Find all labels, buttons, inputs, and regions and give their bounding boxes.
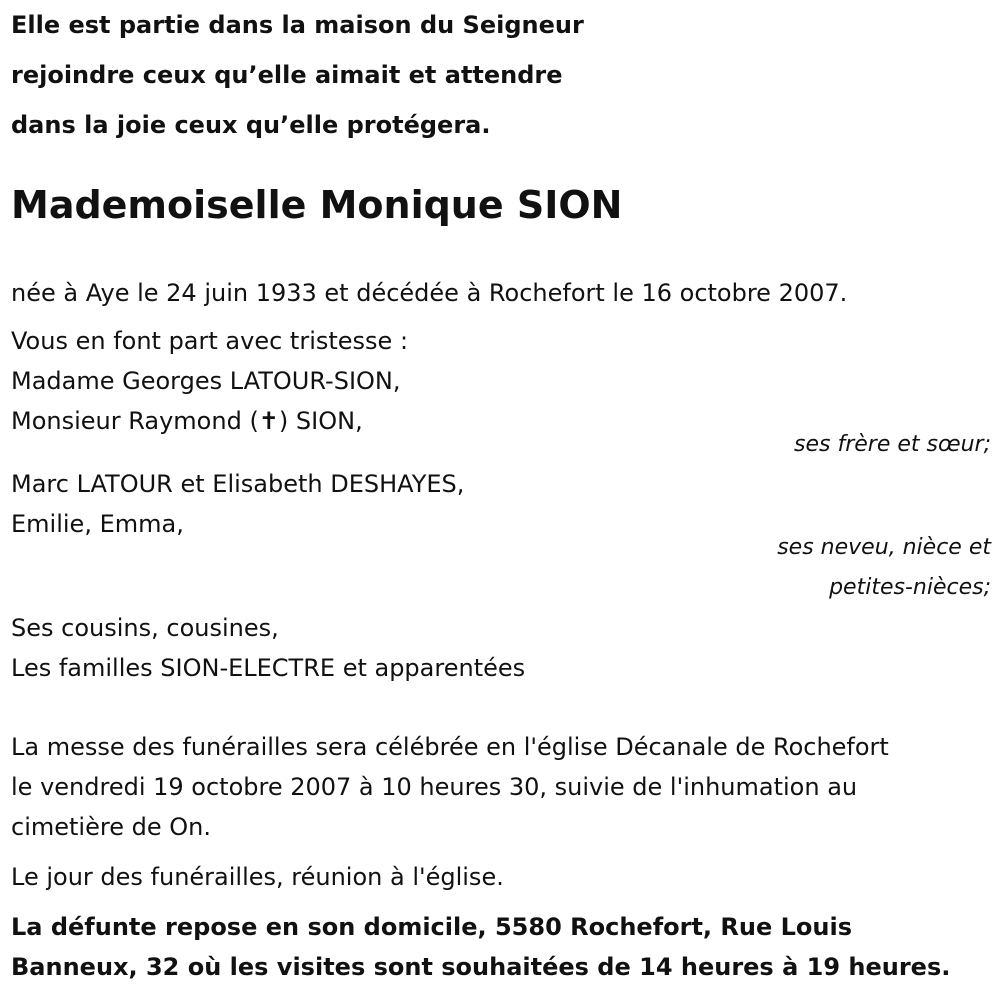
verse-line-1: Elle est partie dans la maison du Seigneur	[11, 11, 584, 39]
family-member: Ses cousins, cousines,	[11, 614, 279, 642]
family-member: Monsieur Raymond (✝) SION,	[11, 407, 363, 435]
announcement-intro: Vous en font part avec tristesse :	[11, 327, 409, 355]
verse-line-3: dans la joie ceux qu’elle protégera.	[11, 111, 491, 139]
family-member: Les familles SION-ELECTRE et apparentées	[11, 654, 526, 682]
relation-siblings: ses frère et sœur;	[794, 432, 991, 457]
family-member: Emilie, Emma,	[11, 510, 184, 538]
deceased-name: Mademoiselle Monique SION	[11, 183, 623, 227]
relation-nieces: petites-nièces;	[829, 575, 991, 600]
visit-line-1: La défunte repose en son domicile, 5580 Rochefort, Rue Louis	[11, 913, 852, 941]
family-member: Marc LATOUR et Elisabeth DESHAYES,	[11, 470, 465, 498]
relation-nephews: ses neveu, nièce et	[777, 535, 991, 560]
funeral-line-3: cimetière de On.	[11, 813, 211, 841]
visit-line-2: Banneux, 32 où les visites sont souhaitées de 14 heures à 19 heures.	[11, 953, 951, 981]
deceased-dates: née à Aye le 24 juin 1933 et décédée à Rochefort le 16 octobre 2007.	[11, 279, 848, 307]
funeral-line-2: le vendredi 19 octobre 2007 à 10 heures 30, suivie de l'inhumation au	[11, 773, 858, 801]
funeral-meeting: Le jour des funérailles, réunion à l'église.	[11, 863, 504, 891]
funeral-line-1: La messe des funérailles sera célébrée en l'église Décanale de Rochefort	[11, 733, 889, 761]
family-member: Madame Georges LATOUR-SION,	[11, 367, 401, 395]
verse-line-2: rejoindre ceux qu’elle aimait et attendre	[11, 61, 563, 89]
